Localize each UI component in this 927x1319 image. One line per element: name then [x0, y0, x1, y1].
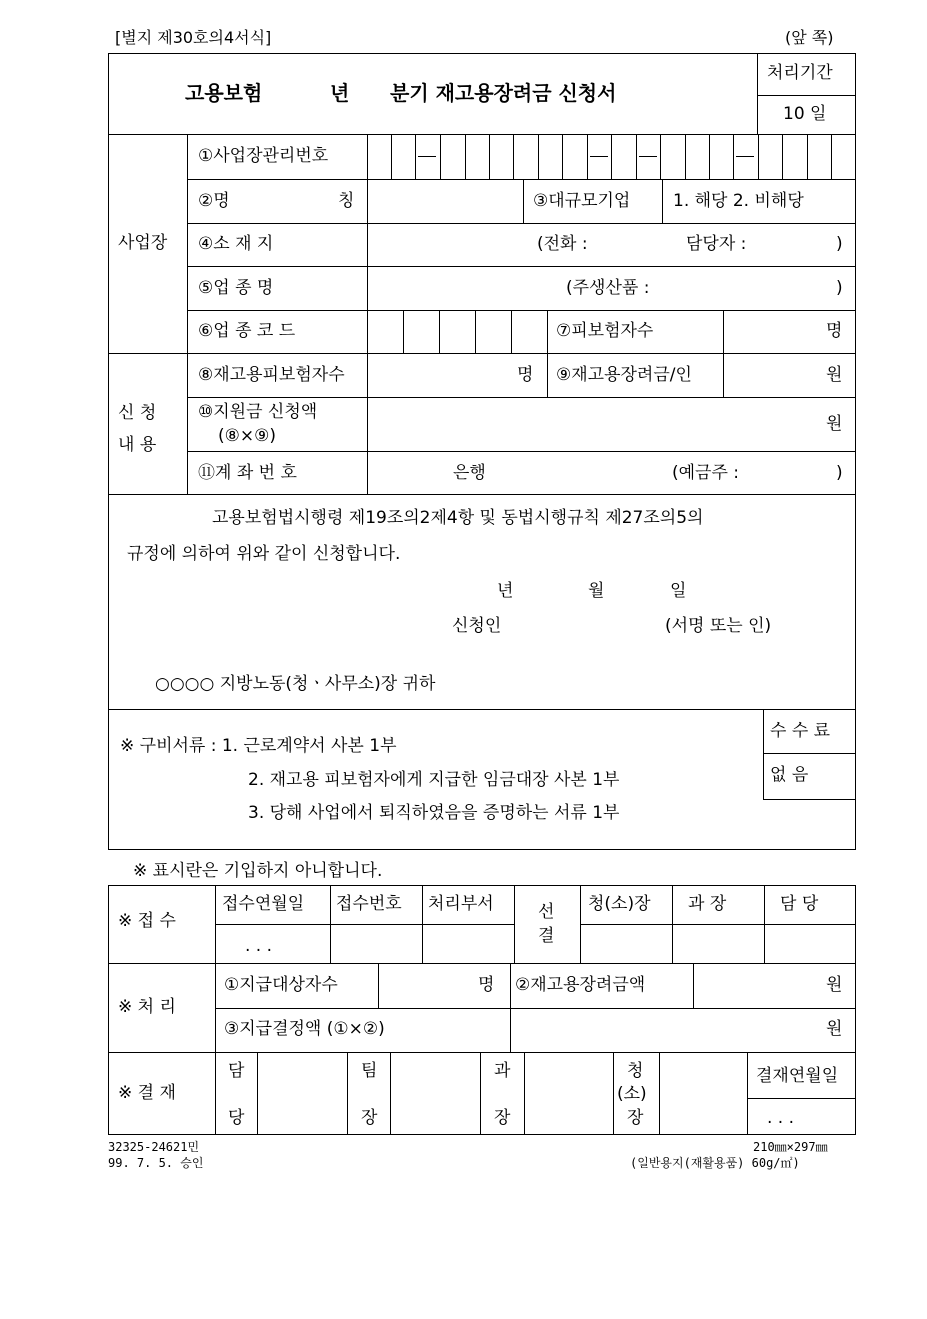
- bank-label: 은행: [453, 463, 486, 483]
- receipt-date-header: 접수연월일: [222, 894, 305, 914]
- rehire-amount-unit: 원: [826, 975, 843, 995]
- addressee: ○○○○ 지방노동(청ㆍ사무소)장 귀하: [155, 674, 436, 694]
- paper-size: 210㎜×297㎜: [753, 1140, 828, 1154]
- rehired-insured-unit: 명: [517, 365, 534, 385]
- address-paren-close: ): [836, 234, 843, 254]
- paper-type: (일반용지(재활용품) 60g/㎡): [630, 1156, 800, 1170]
- settle-date-header: 결재연월일: [756, 1066, 839, 1086]
- decided-amount-label: ③지급결정액 (①×②): [224, 1019, 385, 1039]
- apply-section-label-1: 신 청: [118, 403, 157, 423]
- receipt-label: ※ 접 수: [118, 911, 176, 931]
- industry-name-label: ⑤업 종 명: [198, 278, 274, 298]
- receipt-date-dots: . . .: [245, 936, 273, 956]
- phone-label: (전화 :: [537, 234, 588, 254]
- chief-header: 청(소)장: [588, 894, 651, 914]
- settle-section-1: 과: [494, 1061, 511, 1081]
- settle-chief-1: 청: [627, 1061, 644, 1081]
- rehired-insured-label: ⑧재고용피보험자수: [198, 365, 345, 385]
- processing-period-value: 10 일: [783, 104, 827, 124]
- manager-label: 담당자 :: [686, 234, 747, 254]
- form-title-part3: 분기 재고용장려금 신청서: [390, 81, 617, 105]
- signature-label: (서명 또는 인): [665, 616, 772, 636]
- staff-header: 담 당: [780, 894, 819, 914]
- required-docs-item-2: 2. 재고용 피보험자에게 지급한 임금대장 사본 1부: [248, 770, 620, 790]
- settle-chief-3: 장: [627, 1108, 644, 1128]
- payment-target-unit: 명: [478, 975, 495, 995]
- fee-label: 수 수 료: [770, 721, 831, 741]
- decided-amount-unit: 원: [826, 1019, 843, 1039]
- settlement-label: ※ 결 재: [118, 1083, 176, 1103]
- insured-count-label: ⑦피보험자수: [556, 321, 654, 341]
- settle-chief-2: (소): [617, 1084, 647, 1104]
- support-amount-label: ⑩지원금 신청액: [198, 402, 318, 422]
- office-use-notice: ※ 표시란은 기입하지 아니합니다.: [133, 861, 383, 881]
- rehire-amount-label: ②재고용장려금액: [515, 975, 646, 995]
- date-year: 년: [497, 581, 514, 601]
- insured-count-unit: 명: [826, 321, 843, 341]
- per-person-label: ⑨재고용장려금/인: [556, 365, 692, 385]
- required-docs-item-1: ※ 구비서류 : 1. 근로계약서 사본 1부: [120, 736, 397, 756]
- form-title-part1: 고용보험: [185, 81, 263, 105]
- payment-target-label: ①지급대상자수: [224, 975, 338, 995]
- industry-code-label: ⑥업 종 코 드: [198, 321, 296, 341]
- settle-team-1: 팀: [361, 1061, 378, 1081]
- depositor-label: (예금주 :: [672, 463, 740, 483]
- per-person-unit: 원: [826, 365, 843, 385]
- processing-period-label: 처리기간: [767, 63, 833, 83]
- settle-section-2: 장: [494, 1108, 511, 1128]
- apply-section-label-2: 내 용: [118, 435, 157, 455]
- form-title-part2: 년: [330, 81, 350, 105]
- declaration-line-1: 고용보험법시행령 제19조의2제4항 및 동법시행규칙 제27조의5의: [212, 508, 704, 528]
- support-amount-unit: 원: [826, 414, 843, 434]
- support-amount-formula: (⑧×⑨): [218, 426, 276, 446]
- business-section-label: 사업장: [118, 233, 168, 253]
- date-month: 월: [588, 581, 605, 601]
- office-use-table: [108, 885, 856, 1135]
- business-name-label-end: 칭: [338, 191, 355, 211]
- form-code: 32325-24621민: [108, 1140, 200, 1154]
- settle-staff-2: 당: [228, 1108, 245, 1128]
- declaration-line-2: 규정에 의하여 위와 같이 신청합니다.: [127, 544, 401, 564]
- settle-staff-1: 담: [228, 1061, 245, 1081]
- approval-date: 99. 7. 5. 승인: [108, 1156, 204, 1170]
- mgmt-number-label: ①사업장관리번호: [198, 146, 329, 166]
- date-day: 일: [670, 581, 687, 601]
- section-chief-header: 과 장: [688, 894, 727, 914]
- form-number: [별지 제30호의4서식]: [115, 28, 272, 47]
- account-number-label: ⑪계 좌 번 호: [198, 463, 297, 483]
- fee-value: 없 음: [770, 765, 809, 785]
- depositor-paren-close: ): [836, 463, 843, 483]
- large-company-options[interactable]: 1. 해당 2. 비해당: [673, 191, 804, 211]
- product-paren-close: ): [836, 278, 843, 298]
- page-side-label: (앞 쪽): [785, 28, 834, 47]
- business-name-label: ②명: [198, 191, 230, 211]
- process-label: ※ 처 리: [118, 997, 176, 1017]
- required-docs-item-3: 3. 당해 사업에서 퇴직하였음을 증명하는 서류 1부: [248, 803, 620, 823]
- address-label: ④소 재 지: [198, 234, 274, 254]
- large-company-label: ③대규모기업: [533, 191, 631, 211]
- settle-team-2: 장: [361, 1108, 378, 1128]
- approval-label-1: 선: [538, 902, 555, 922]
- settle-date-dots: . . .: [767, 1108, 795, 1128]
- approval-label-2: 결: [538, 926, 555, 946]
- applicant-label: 신청인: [452, 616, 502, 636]
- main-product-label: (주생산품 :: [566, 278, 650, 298]
- processing-dept-header: 처리부서: [428, 894, 494, 914]
- receipt-number-header: 접수번호: [336, 894, 402, 914]
